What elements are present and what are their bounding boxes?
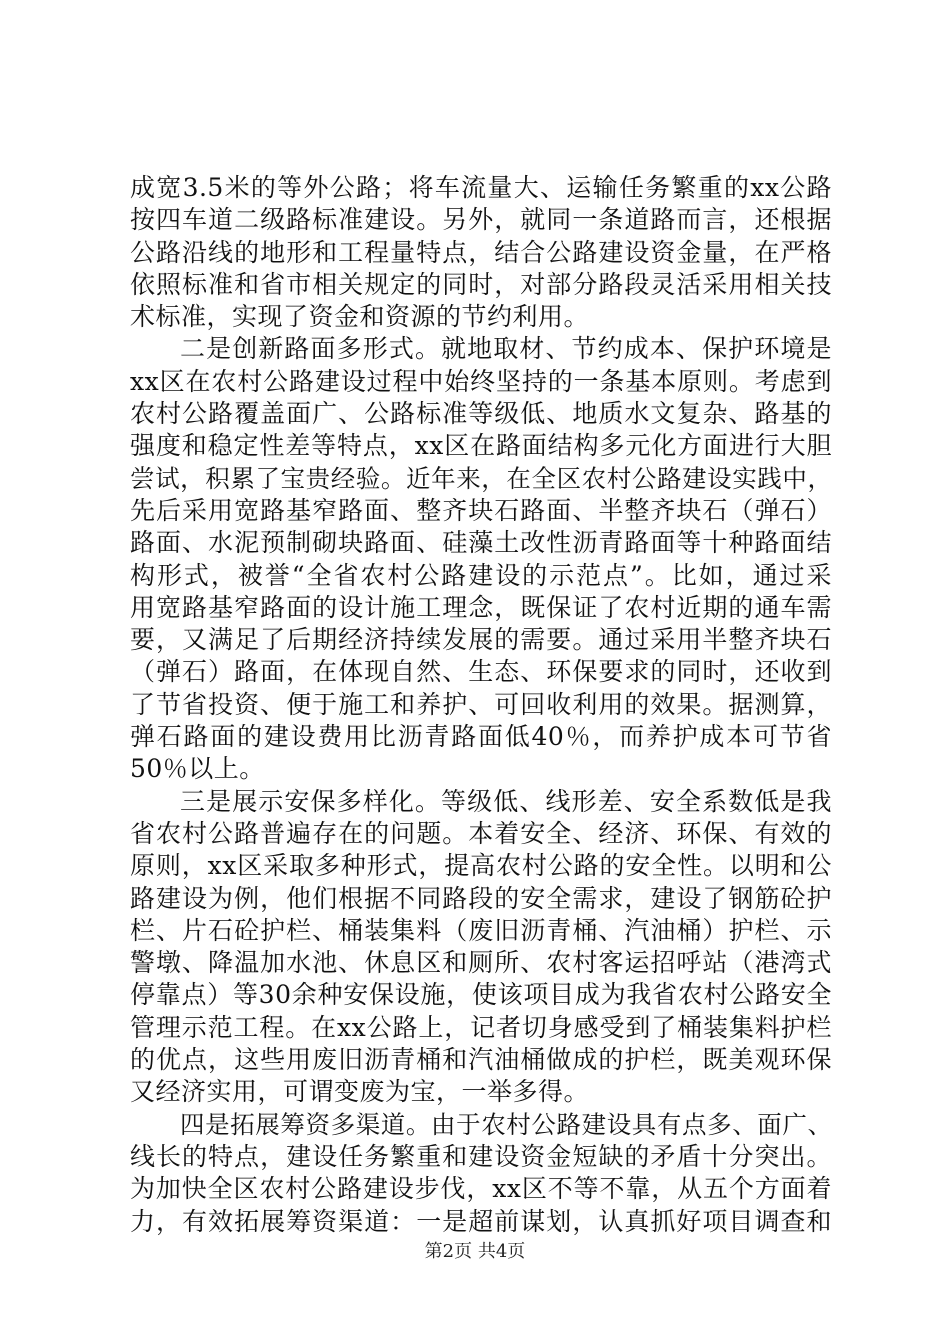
text-line: 要，又满足了后期经济持续发展的需要。通过采用半整齐块石 — [130, 625, 832, 655]
text-line: 农村公路覆盖面广、公路标准等级低、地质水文复杂、路基的 — [130, 399, 832, 429]
text-line: 按四车道二级路标准建设。另外，就同一条道路而言，还根据 — [130, 205, 832, 235]
text-line: 尝试，积累了宝贵经验。近年来，在全区农村公路建设实践中， — [130, 463, 832, 493]
text-line: 弹石路面的建设费用比沥青路面低40％，而养护成本可节省 — [130, 722, 832, 752]
text-line: 四是拓展筹资多渠道。由于农村公路建设具有点多、面广、 — [180, 1109, 832, 1139]
text-line: 二是创新路面多形式。就地取材、节约成本、保护环境是 — [180, 334, 832, 364]
text-line: 路面、水泥预制砌块路面、硅藻土改性沥青路面等十种路面结 — [130, 528, 832, 558]
text-line: 三是展示安保多样化。等级低、线形差、安全系数低是我 — [180, 786, 832, 816]
text-line: 依照标准和省市相关规定的同时，对部分路段灵活采用相关技 — [130, 269, 832, 299]
text-line: 线长的特点，建设任务繁重和建设资金短缺的矛盾十分突出。 — [130, 1141, 832, 1171]
text-line: 又经济实用，可谓变废为宝，一举多得。 — [130, 1077, 590, 1107]
text-line: 管理示范工程。在xx公路上，记者切身感受到了桶装集料护栏 — [130, 1012, 832, 1042]
page-number-footer: 第2页 共4页 — [424, 1241, 526, 1262]
text-line: 省农村公路普遍存在的问题。本着安全、经济、环保、有效的 — [130, 818, 832, 848]
text-line: 了节省投资、便于施工和养护、可回收利用的效果。据测算， — [130, 689, 832, 719]
text-line: 公路沿线的地形和工程量特点，结合公路建设资金量，在严格 — [130, 237, 832, 267]
text-line: （弹石）路面，在体现自然、生态、环保要求的同时，还收到 — [130, 657, 832, 687]
text-line: 构形式，被誉“全省农村公路建设的示范点”。比如，通过采 — [130, 560, 832, 590]
text-line: xx区在农村公路建设过程中始终坚持的一条基本原则。考虑到 — [130, 366, 832, 396]
text-line: 力，有效拓展筹资渠道：一是超前谋划，认真抓好项目调查和 — [130, 1206, 832, 1236]
text-line: 强度和稳定性差等特点，xx区在路面结构多元化方面进行大胆 — [130, 431, 832, 461]
text-line: 用宽路基窄路面的设计施工理念，既保证了农村近期的通车需 — [130, 592, 832, 622]
text-line: 路建设为例，他们根据不同路段的安全需求，建设了钢筋砼护 — [130, 883, 832, 913]
text-line: 术标准，实现了资金和资源的节约利用。 — [130, 302, 590, 332]
text-line: 原则，xx区采取多种形式，提高农村公路的安全性。以明和公 — [130, 851, 832, 881]
text-line: 停靠点）等30余种安保设施，使该项目成为我省农村公路安全 — [130, 980, 832, 1010]
text-line: 50％以上。 — [130, 754, 265, 784]
text-line: 先后采用宽路基窄路面、整齐块石路面、半整齐块石（弹石） — [130, 495, 832, 525]
text-line: 成宽3.5米的等外公路；将车流量大、运输任务繁重的xx公路 — [130, 173, 832, 202]
text-line: 的优点，这些用废旧沥青桶和汽油桶做成的护栏，既美观环保 — [130, 1045, 832, 1075]
text-line: 警墩、降温加水池、休息区和厕所、农村客运招呼站（港湾式 — [130, 948, 832, 978]
text-line: 为加快全区农村公路建设步伐，xx区不等不靠，从五个方面着 — [130, 1174, 832, 1204]
text-line: 栏、片石砼护栏、桶装集料（废旧沥青桶、汽油桶）护栏、示 — [130, 915, 832, 945]
document-body — [130, 172, 832, 1238]
